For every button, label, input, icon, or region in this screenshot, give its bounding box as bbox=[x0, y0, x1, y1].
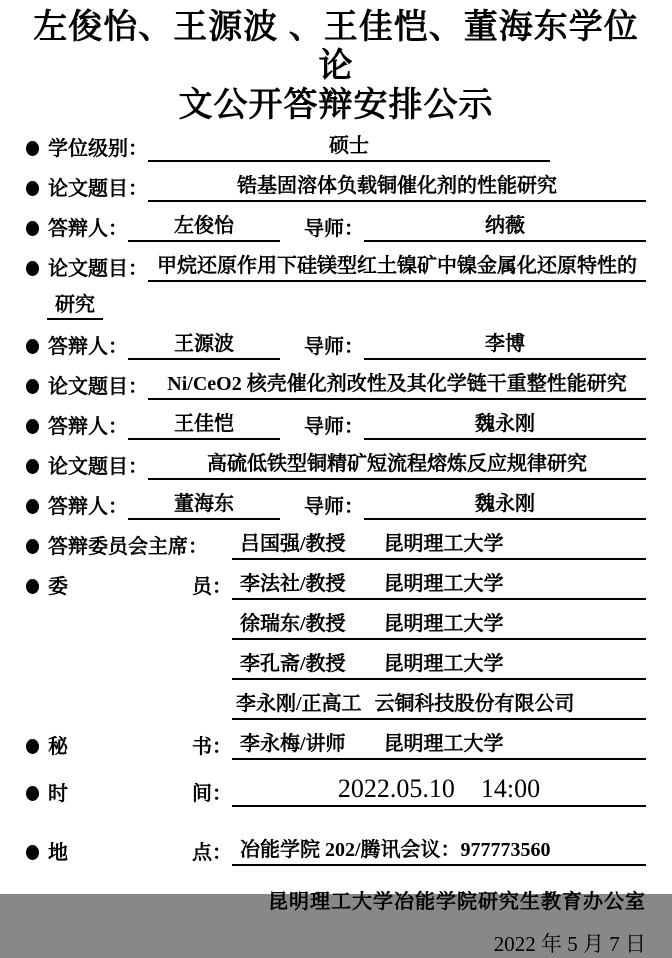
committee-member bbox=[232, 571, 646, 600]
advisor-label: 导师： bbox=[304, 496, 364, 518]
committee-row bbox=[232, 651, 646, 680]
page-title bbox=[26, 8, 646, 125]
advisor-label: 导师： bbox=[304, 218, 364, 240]
secretary-name-org bbox=[232, 731, 646, 757]
degree-label: 学位级别： bbox=[48, 138, 148, 160]
defender-name: 左俊怡 bbox=[128, 213, 280, 242]
committee-label-first: 委 bbox=[48, 576, 68, 598]
defender-name: 王佳恺 bbox=[128, 411, 280, 440]
committee-row bbox=[232, 691, 646, 720]
bullet-icon bbox=[26, 459, 39, 474]
member-name: 李孔斋/教授 bbox=[240, 653, 346, 675]
thesis-title-label: 论文题目： bbox=[48, 258, 148, 280]
thesis-title-value: 锆基固溶体负载铜催化剂的性能研究 bbox=[148, 173, 646, 202]
time-row bbox=[26, 774, 646, 807]
secretary-label-first: 秘 bbox=[48, 736, 68, 758]
secretary-row bbox=[26, 731, 646, 760]
thesis-title-row bbox=[26, 173, 646, 202]
thesis-title-label: 论文题目： bbox=[48, 178, 148, 200]
committee-member bbox=[232, 651, 646, 680]
chair-value bbox=[232, 531, 646, 560]
advisor-name: 李博 bbox=[364, 331, 646, 360]
thesis-title-wrap-row bbox=[47, 292, 646, 320]
degree-value: 硕士 bbox=[148, 133, 550, 162]
place-label bbox=[48, 840, 232, 866]
defender-row bbox=[26, 491, 646, 520]
thesis-title-row bbox=[26, 371, 646, 400]
thesis-title-value: 高硫低铁型铜精矿短流程熔炼反应规律研究 bbox=[148, 451, 646, 480]
member-name-org bbox=[232, 571, 646, 597]
member-org: 云铜科技股份有限公司 bbox=[374, 693, 575, 715]
issuing-office: 昆明理工大学冶能学院研究生教育办公室 bbox=[268, 891, 646, 913]
defender-row bbox=[26, 213, 646, 242]
page-title-line2: 文公开答辩安排公示 bbox=[178, 86, 494, 124]
time-label-last: 间： bbox=[192, 783, 232, 805]
committee-member bbox=[232, 691, 646, 720]
secretary-name: 李永梅/讲师 bbox=[240, 733, 346, 755]
defender-label: 答辩人： bbox=[48, 336, 128, 358]
chair-name: 吕国强/教授 bbox=[240, 533, 346, 555]
bullet-icon bbox=[26, 739, 39, 754]
advisor-label: 导师： bbox=[304, 336, 364, 358]
defender-name: 董海东 bbox=[128, 491, 280, 520]
advisor-name: 魏永刚 bbox=[364, 411, 646, 440]
advisor-label: 导师： bbox=[304, 416, 364, 438]
member-name-org bbox=[232, 651, 646, 677]
place-label-last: 点： bbox=[192, 842, 232, 864]
thesis-title-value: Ni/CeO2 核壳催化剂改性及其化学链干重整性能研究 bbox=[148, 371, 646, 400]
bullet-icon bbox=[26, 539, 39, 554]
bullet-icon bbox=[26, 845, 39, 860]
chair-name-org bbox=[232, 531, 646, 557]
defender-row bbox=[26, 331, 646, 360]
thesis-title-label: 论文题目： bbox=[48, 376, 148, 398]
bullet-icon bbox=[26, 379, 39, 394]
defender-label: 答辩人： bbox=[48, 218, 128, 240]
member-name: 李永刚/正高工 bbox=[236, 693, 362, 715]
time-value: 2022.05.10 14:00 bbox=[232, 774, 646, 807]
time-label bbox=[48, 781, 232, 807]
bullet-icon bbox=[26, 786, 39, 801]
member-name: 徐瑞东/教授 bbox=[240, 613, 346, 635]
defender-label: 答辩人： bbox=[48, 496, 128, 518]
chair-org: 昆明理工大学 bbox=[383, 533, 504, 555]
time-label-first: 时 bbox=[48, 783, 68, 805]
thesis-title-row bbox=[26, 253, 646, 282]
member-org: 昆明理工大学 bbox=[383, 653, 504, 675]
place-label-first: 地 bbox=[48, 842, 68, 864]
bullet-icon bbox=[26, 221, 39, 236]
secretary-org: 昆明理工大学 bbox=[383, 733, 504, 755]
member-name-org bbox=[232, 611, 646, 637]
member-name-org bbox=[232, 691, 646, 717]
committee-member bbox=[232, 611, 646, 640]
member-org: 昆明理工大学 bbox=[383, 613, 504, 635]
defender-label: 答辩人： bbox=[48, 416, 128, 438]
thesis-title-row bbox=[26, 451, 646, 480]
thesis-title-label: 论文题目： bbox=[48, 456, 148, 478]
member-org: 昆明理工大学 bbox=[383, 573, 504, 595]
secretary-label bbox=[48, 734, 232, 760]
place-row bbox=[26, 837, 646, 866]
page-title-line1: 左俊怡、王源波 、王佳恺、董海东学位论 bbox=[33, 8, 639, 85]
bullet-icon bbox=[26, 579, 39, 594]
bullet-icon bbox=[26, 339, 39, 354]
committee-row bbox=[232, 611, 646, 640]
committee-label bbox=[48, 574, 232, 600]
bullet-icon bbox=[26, 181, 39, 196]
secretary-label-last: 书： bbox=[192, 736, 232, 758]
member-name: 李法社/教授 bbox=[240, 573, 346, 595]
thesis-title-value-line1: 甲烷还原作用下硅镁型红土镍矿中镍金属化还原特性的 bbox=[148, 253, 646, 282]
defender-name: 王源波 bbox=[128, 331, 280, 360]
bullet-icon bbox=[26, 261, 39, 276]
chair-row bbox=[26, 531, 646, 560]
bullet-icon bbox=[26, 499, 39, 514]
committee-row bbox=[26, 571, 646, 600]
bullet-icon bbox=[26, 419, 39, 434]
place-value: 冶能学院 202/腾讯会议：977773560 bbox=[232, 837, 646, 866]
issue-date: 2022 年 5 月 7 日 bbox=[493, 932, 646, 956]
thesis-title-value-line2: 研究 bbox=[47, 292, 103, 320]
bullet-icon bbox=[26, 141, 39, 156]
chair-label: 答辩委员会主席： bbox=[48, 536, 208, 558]
advisor-name: 魏永刚 bbox=[364, 491, 646, 520]
advisor-name: 纳薇 bbox=[364, 213, 646, 242]
degree-row bbox=[26, 133, 646, 162]
defender-row bbox=[26, 411, 646, 440]
committee-label-last: 员： bbox=[192, 576, 232, 598]
secretary-value bbox=[232, 731, 646, 760]
